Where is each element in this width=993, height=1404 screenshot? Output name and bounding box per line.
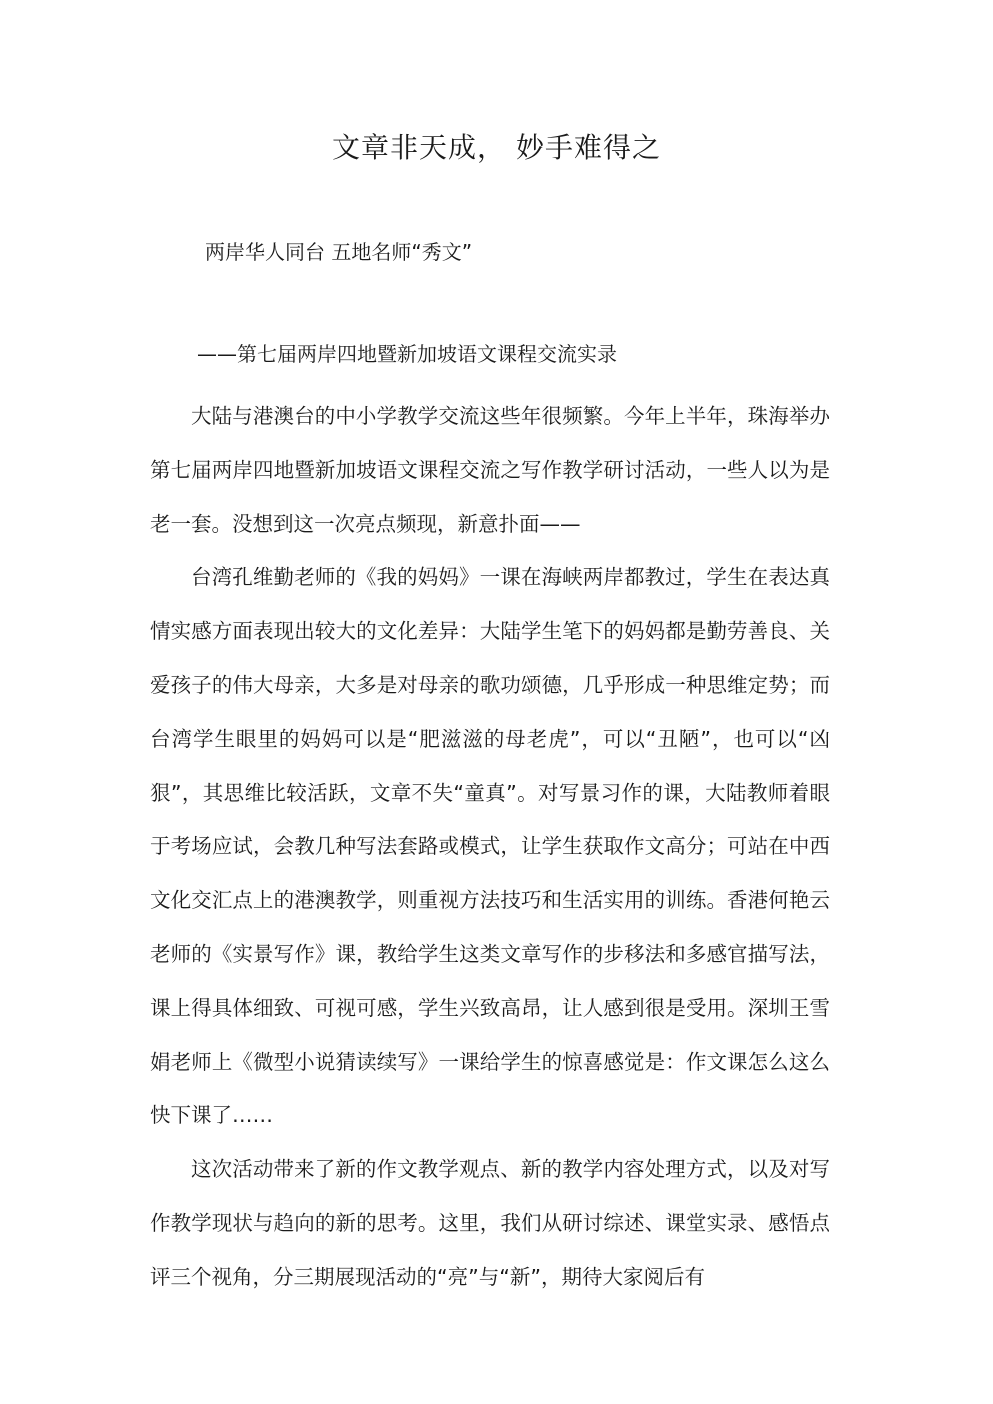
- paragraph: 这次活动带来了新的作文教学观点、新的教学内容处理方式，以及对写作教学现状与趋向的新的思考。这里，我们从研讨综述、课堂实录、感悟点评三个视角，分三期展现活动的“亮”与“新”，期待大家阅后有: [150, 1157, 830, 1289]
- article-body: [150, 390, 830, 1305]
- paragraph: 台湾孔维勤老师的《我的妈妈》一课在海峡两岸都教过，学生在表达真情实感方面表现出较大的文化差异：大陆学生笔下的妈妈都是勤劳善良、关爱孩子的伟大母亲，大多是对母亲的歌功颂德，几乎形成一种思维定势；而台湾学生眼里的妈妈可以是“肥滋滋的母老虎”，可以“丑陋”，也可以“凶狠”，其思维比较活跃，文章不失“童真”。对写景习作的课，大陆教师着眼于考场应试，会教几种写法套路或模式，让学生获取作文高分；可站在中西文化交汇点上的港澳教学，则重视方法技巧和生活实用的训练。香港何艳云老师的《实景写作》课，教给学生这类文章写作的步移法和多感官描写法，课上得具体细致、可视可感，学生兴致高昂，让人感到很是受用。深圳王雪娟老师上《微型小说猜读续写》一课给学生的惊喜感觉是：作文课怎么这么快下课了……: [150, 565, 830, 1128]
- article-lead: ——第七届两岸四地暨新加坡语文课程交流实录: [197, 342, 617, 366]
- article-subtitle: 两岸华人同台 五地名师“秀文”: [205, 240, 473, 264]
- paragraph: 大陆与港澳台的中小学教学交流这些年很频繁。今年上半年，珠海举办第七届两岸四地暨新加坡语文课程交流之写作教学研讨活动，一些人以为是老一套。没想到这一次亮点频现，新意扑面——: [150, 404, 830, 536]
- article-title: 文章非天成， 妙手难得之: [332, 131, 661, 164]
